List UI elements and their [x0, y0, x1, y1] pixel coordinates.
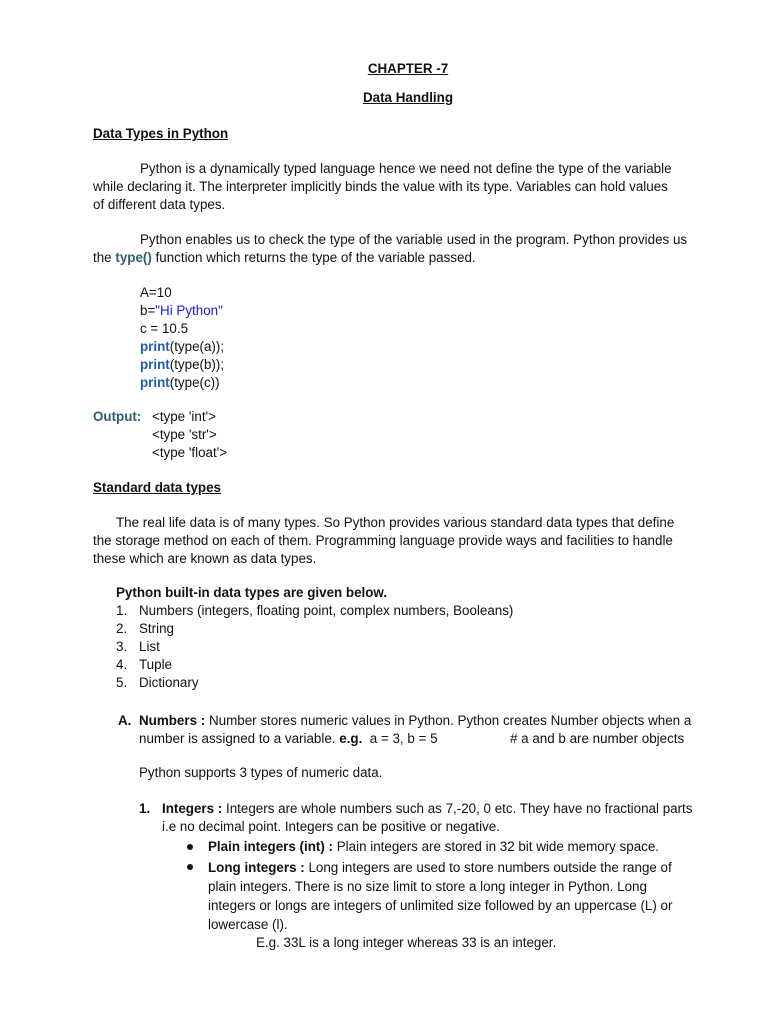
list-text: Tuple — [139, 657, 172, 672]
type-function-keyword: type() — [115, 250, 152, 265]
bullet-icon — [187, 864, 193, 870]
page-title: Data Handling — [362, 90, 454, 105]
paragraph-line: the storage method on each of them. Programming language provide ways and facilities to handle — [93, 533, 673, 548]
list-number: 3. — [116, 639, 128, 654]
long-integers-term: Long integers : — [208, 860, 305, 875]
list-text: List — [139, 639, 160, 654]
list-item — [116, 620, 513, 638]
integers-number: 1. — [139, 801, 151, 816]
code-block — [140, 284, 224, 392]
paragraph-line: lowercase (l). — [208, 917, 288, 932]
numeric-support-text: Python supports 3 types of numeric data. — [139, 765, 383, 780]
section-heading-data-types: Data Types in Python — [93, 126, 229, 141]
long-integers-item — [208, 858, 672, 934]
print-keyword: print — [140, 357, 170, 372]
plain-integers-term: Plain integers (int) : — [208, 839, 333, 854]
output-label: Output: — [93, 409, 142, 424]
paragraph-line: The real life data is of many types. So Python provides various standard data types that define — [116, 515, 675, 530]
paragraph-line: Python enables us to check the type of the variable used in the program. Python provides us — [140, 232, 688, 247]
builtin-types-list — [116, 602, 513, 692]
list-text: Numbers (integers, floating point, complex numbers, Booleans) — [139, 603, 514, 618]
code-line — [140, 302, 224, 320]
list-item — [116, 674, 513, 692]
code-text: (type(c)) — [169, 375, 220, 390]
eg-label: e.g. — [339, 731, 363, 746]
paragraph-standard-types — [93, 514, 674, 568]
numbers-letter: A. — [118, 713, 132, 728]
builtin-types-heading: Python built-in data types are given below. — [116, 585, 388, 600]
list-text: Dictionary — [139, 675, 199, 690]
list-number: 1. — [116, 603, 128, 618]
list-text: String — [139, 621, 174, 636]
output-line: <type 'int'> — [152, 409, 216, 424]
paragraph-line — [93, 249, 687, 267]
code-text: (type(b)); — [169, 357, 225, 372]
code-text: (type(a)); — [169, 339, 225, 354]
paragraph-type-function — [93, 231, 687, 267]
paragraph-line: of different data types. — [93, 197, 226, 212]
chapter-heading: CHAPTER -7 — [367, 61, 449, 76]
inline-text: Integers are whole numbers such as 7,-20, 0 etc. They have no fractional parts — [226, 801, 693, 816]
bullet-icon — [187, 844, 193, 850]
paragraph-line — [162, 800, 692, 818]
inline-text: the — [93, 250, 112, 265]
paragraph-line: Python is a dynamically typed language hence we need not define the type of the variable — [140, 161, 672, 176]
plain-integers-item — [208, 838, 659, 856]
inline-text: Long integers are used to store numbers outside the range of — [308, 860, 672, 875]
paragraph-line — [139, 712, 691, 730]
inline-text: number is assigned to a variable. — [139, 731, 336, 746]
code-line: A=10 — [140, 285, 172, 300]
code-line — [140, 374, 224, 392]
print-keyword: print — [140, 375, 170, 390]
integers-term: Integers : — [162, 801, 223, 816]
list-number: 5. — [116, 675, 128, 690]
numbers-term: Numbers : — [139, 713, 206, 728]
output-block — [152, 408, 227, 462]
list-number: 2. — [116, 621, 128, 636]
paragraph-line — [208, 858, 672, 877]
section-heading-standard-types: Standard data types — [93, 480, 221, 495]
long-integer-example: E.g. 33L is a long integer whereas 33 is an integer. — [256, 935, 557, 950]
paragraph-dynamic-typing — [93, 160, 672, 214]
code-line: c = 10.5 — [140, 321, 189, 336]
inline-text: Plain integers are stored in 32 bit wide memory space. — [336, 839, 660, 854]
inline-text: Number stores numeric values in Python. Python creates Number objects when a — [208, 713, 692, 728]
inline-text: function which returns the type of the variable passed. — [155, 250, 476, 265]
output-line: <type 'str'> — [152, 427, 217, 442]
list-number: 4. — [116, 657, 128, 672]
list-item — [116, 602, 513, 620]
output-line: <type 'float'> — [152, 445, 228, 460]
paragraph-line: these which are known as data types. — [93, 551, 317, 566]
paragraph-line: while declaring it. The interpreter implicitly binds the value with its type. Variables can hold values — [93, 179, 668, 194]
integers-paragraph — [162, 800, 692, 836]
paragraph-line: plain integers. There is no size limit to store a long integer in Python. Long — [208, 879, 647, 894]
print-keyword: print — [140, 339, 170, 354]
code-line — [140, 356, 224, 374]
code-string: "Hi Python" — [155, 303, 223, 318]
paragraph-line: i.e no decimal point. Integers can be positive or negative. — [162, 819, 500, 834]
paragraph-line: integers or longs are integers of unlimited size followed by an uppercase (L) or — [208, 898, 673, 913]
code-comment: # a and b are number objects — [510, 731, 685, 746]
inline-text: a = 3, b = 5 — [369, 731, 438, 746]
code-line — [140, 338, 224, 356]
code-text: b= — [140, 303, 156, 318]
list-item — [116, 656, 513, 674]
list-item — [116, 638, 513, 656]
